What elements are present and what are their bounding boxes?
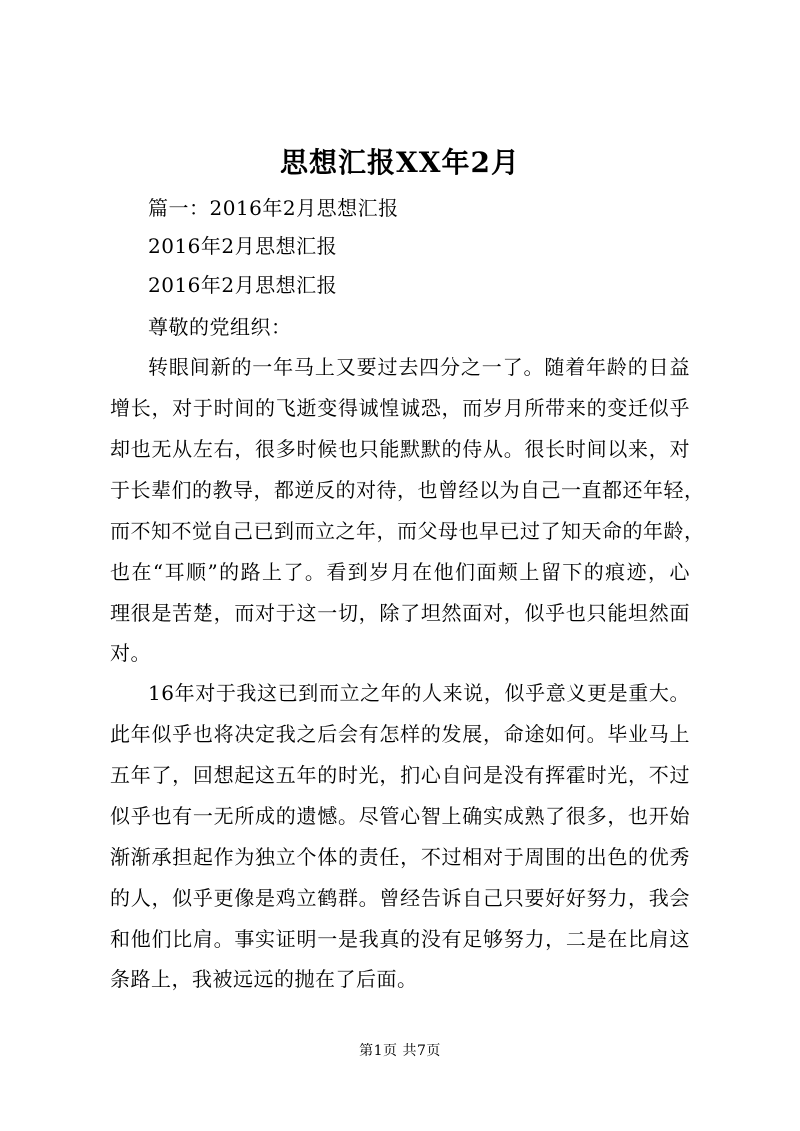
subheading-2: 2016年2月思想汇报	[148, 234, 338, 258]
subheading-3: 2016年2月思想汇报	[148, 273, 338, 297]
paragraph-2-line: 和他们比肩。事实证明一是我真的没有足够努力，二是在比肩这	[110, 927, 690, 951]
paragraph-2-line: 渐渐承担起作为独立个体的责任，不过相对于周围的出色的优秀	[110, 845, 690, 869]
paragraph-1-line: 却也无从左右，很多时候也只能默默的侍从。很长时间以来，对	[110, 437, 690, 461]
paragraph-1-line: 增长，对于时间的飞逝变得诚惶诚恐，而岁月所带来的变迁似乎	[110, 396, 690, 420]
paragraph-2-line: 五年了，回想起这五年的时光，扪心自问是没有挥霍时光，不过	[110, 763, 690, 787]
paragraph-1-line: 于长辈们的教导，都逆反的对待，也曾经以为自己一直都还年轻，	[110, 478, 705, 502]
subheading-1: 篇一：2016年2月思想汇报	[148, 196, 399, 220]
paragraph-1-line: 转眼间新的一年马上又要过去四分之一了。随着年龄的日益	[148, 355, 690, 379]
document-title: 思想汇报XX年2月	[280, 146, 520, 179]
paragraph-2-line: 似乎也有一无所成的遗憾。尽管心智上确实成熟了很多，也开始	[110, 804, 690, 828]
paragraph-2-line: 此年似乎也将决定我之后会有怎样的发展，命途如何。毕业马上	[110, 722, 690, 746]
paragraph-2-line: 的人，似乎更像是鸡立鹤群。曾经告诉自己只要好好努力，我会	[110, 886, 690, 910]
paragraph-1-line: 对。	[110, 641, 151, 665]
paragraph-2-line: 条路上，我被远远的抛在了后面。	[110, 967, 418, 991]
paragraph-1-line: 也在“耳顺”的路上了。看到岁月在他们面颊上留下的痕迹，心	[110, 560, 690, 584]
salutation: 尊敬的党组织：	[148, 315, 292, 339]
paragraph-2-line: 16年对于我这已到而立之年的人来说，似乎意义更是重大。	[148, 681, 690, 705]
paragraph-1-line: 而不知不觉自己已到而立之年，而父母也早已过了知天命的年龄，	[110, 519, 705, 543]
paragraph-1-line: 理很是苦楚，而对于这一切，除了坦然面对，似乎也只能坦然面	[110, 601, 690, 625]
page-footer: 第1页 共7页	[359, 1043, 441, 1059]
